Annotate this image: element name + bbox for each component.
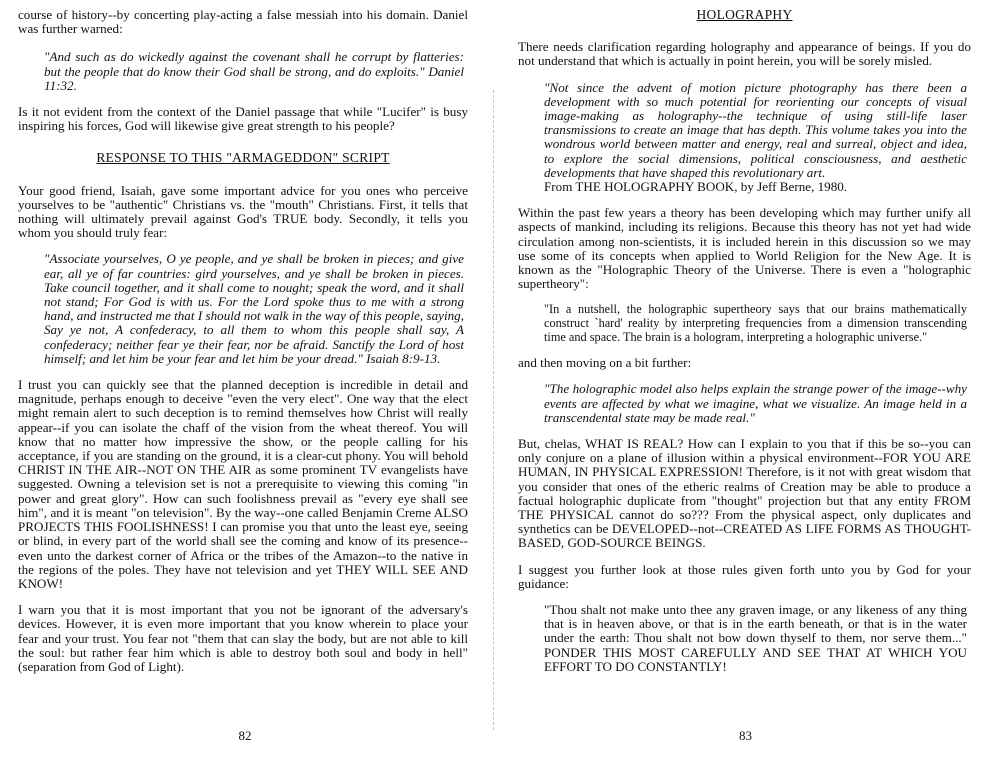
section-heading: HOLOGRAPHY xyxy=(696,7,793,22)
paragraph: I warn you that it is most important that you not be ignorant of the adversary's devices. However, it is even more important that you know wherein to place your fear and your trust. You fear not "them that can slay the body, but are not able to kill the soul: but rather fear him which is able to destroy both soul and body in hell" (separation from God of Light). xyxy=(18,602,468,674)
supertheory-quote: "In a nutshell, the holographic supertheory says that our brains mathematically construct `hard' reality by interpreting frequencies from a dimension transcending time and space. The brain is a hologram, interpreting a holographic universe." xyxy=(544,302,967,344)
paragraph: course of history--by concerting play-acting a false messiah into his domain. Daniel was further warned: xyxy=(18,7,468,37)
paragraph: Is it not evident from the context of the Daniel passage that while "Lucifer" is busy inspiring his forces, God will likewise give great strength to his people? xyxy=(18,104,468,134)
paragraph: Within the past few years a theory has been developing which may further unify all aspects of mankind, including its religions. Because this theory has not yet had wide circulation among non-scientists, it is included herein in this discussion so we may use some of its concepts when applied to World Religion for the New Age. It is known as the "Holographic Theory of the Universe. There is even a "holographic supertheory": xyxy=(518,205,971,292)
paragraph: Your good friend, Isaiah, gave some important advice for you ones who perceive yourselves to be "authentic" Christians vs. the "mouth" Christians. First, it tells that nothing will ultimately prevail against God's TRUE body. Secondly, it tells you whom you should truly fear: xyxy=(18,182,468,241)
paragraph: I trust you can quickly see that the planned deception is incredible in detail and magnitude, perhaps enough to deceive "even the very elect". One way that the elect might remain alert to such deception is to remind themselves how Christ will really appear--if you can isolate the chaff of the vision from the wheat thereof. You will know that no matter how impressive the show, or the people calling for his acceptance, if you are standing on the ground, it is a clear-cut phony. You will behold CHRIST IN THE AIR--NOT ON THE AIR as some prominent TV evangelists have suggested. Owning a television set is not a prerequisite to viewing this coming "in power and great glory". How can such foolishness prevail as "every eye shall see him", and it is meant "on television". By the way--one called Benjamin Creme ALSO PROJECTS THIS FOOLISHNESS! I can promise you that unto the least eye, seeing or blind, in every part of the world shall see the coming and know of its presence--even unto the darkest corner of Africa or the tribes of the Amazon--to the native in the regions of the poles. They have not television and yet THEY WILL SEE AND KNOW! xyxy=(18,377,468,591)
daniel-quote: "And such as do wickedly against the covenant shall he corrupt by flatteries: but the people that do know their God shall be strong, and do exploits." Daniel 11:32. xyxy=(44,49,464,93)
isaiah-quote: "Associate yourselves, O ye people, and ye shall be broken in pieces; and give ear, all ye of far countries: gird yourselves, and ye shall be broken in pieces. Take council together, and it shall come to nought; speak the word, and it shall not stand; For God is with us. For the Lord spoke thus to me with a strong hand, and instructed me that I should not walk in the way of this people, saying, Say ye not, A confederacy, to all them to whom this people shall say, A confederacy; neither fear ye their fear, nor be afraid. Sanctify the Lord of host himself; and let him be your fear and let him be your dread." Isaiah 8:9-13. xyxy=(44,251,464,366)
section-heading: RESPONSE TO THIS "ARMAGEDDON" SCRIPT xyxy=(96,150,390,166)
commandment-quote: "Thou shalt not make unto thee any graven image, or any likeness of any thing that is in heaven above, or that is in the earth beneath, or that is in the water under the earth: Thou shalt not bow down thyself to them, nor serve them..." PONDER THIS MOST CAREFULLY AND SEE THAT AT WHICH YOU EFFORT TO DO CONSTANTLY! xyxy=(544,602,967,674)
page-gutter-divider xyxy=(493,90,494,730)
right-page xyxy=(500,0,991,758)
left-page xyxy=(0,0,490,758)
paragraph: But, chelas, WHAT IS REAL? How can I explain to you that if this be so--you can only conjure on a plane of illusion within a physical environment--FOR YOU ARE HUMAN, IN PHYSICAL EXPRESSION! Therefore, is it not with great wisdom that you consider that ones of the etheric realms of Creation may be able to produce a factual holographic duplicate from "thought" projection but that any entity FROM THE PHYSICAL cannot do so??? From the physical aspect, only duplicates and synthetics can be DEVELOPED--not--CREATED AS LIFE FORMS AS THOUGHT-BASED, GOD-SOURCE BEINGS. xyxy=(518,436,971,551)
quote-source: From THE HOLOGRAPHY BOOK, by Jeff Berne, 1980. xyxy=(544,179,848,195)
paragraph: There needs clarification regarding holography and appearance of beings. If you do not understand that which is actually in point herein, you will be sorely misled. xyxy=(518,39,971,69)
paragraph: and then moving on a bit further: xyxy=(518,355,692,371)
holographic-model-quote: "The holographic model also helps explain the strange power of the image--why events are affected by what we imagine, what we visualize. An image held in a transcendental state may be made real." xyxy=(544,381,967,425)
holography-book-quote: "Not since the advent of motion picture photography has there been a development with so much potential for reorienting our concepts of visual image-making as holography--the technique of using still-life laser transmissions to create an image that has depth. This volume takes you into the wondrous world between matter and energy, real and surreal, object and idea, to explore the social dimensions, political consciousness, and aesthetic developments that have shaped this revolutionary art. xyxy=(544,79,967,180)
page-number: 83 xyxy=(739,728,752,743)
page-number: 82 xyxy=(238,728,252,743)
paragraph: I suggest you further look at those rules given forth unto you by God for your guidance: xyxy=(518,561,971,591)
